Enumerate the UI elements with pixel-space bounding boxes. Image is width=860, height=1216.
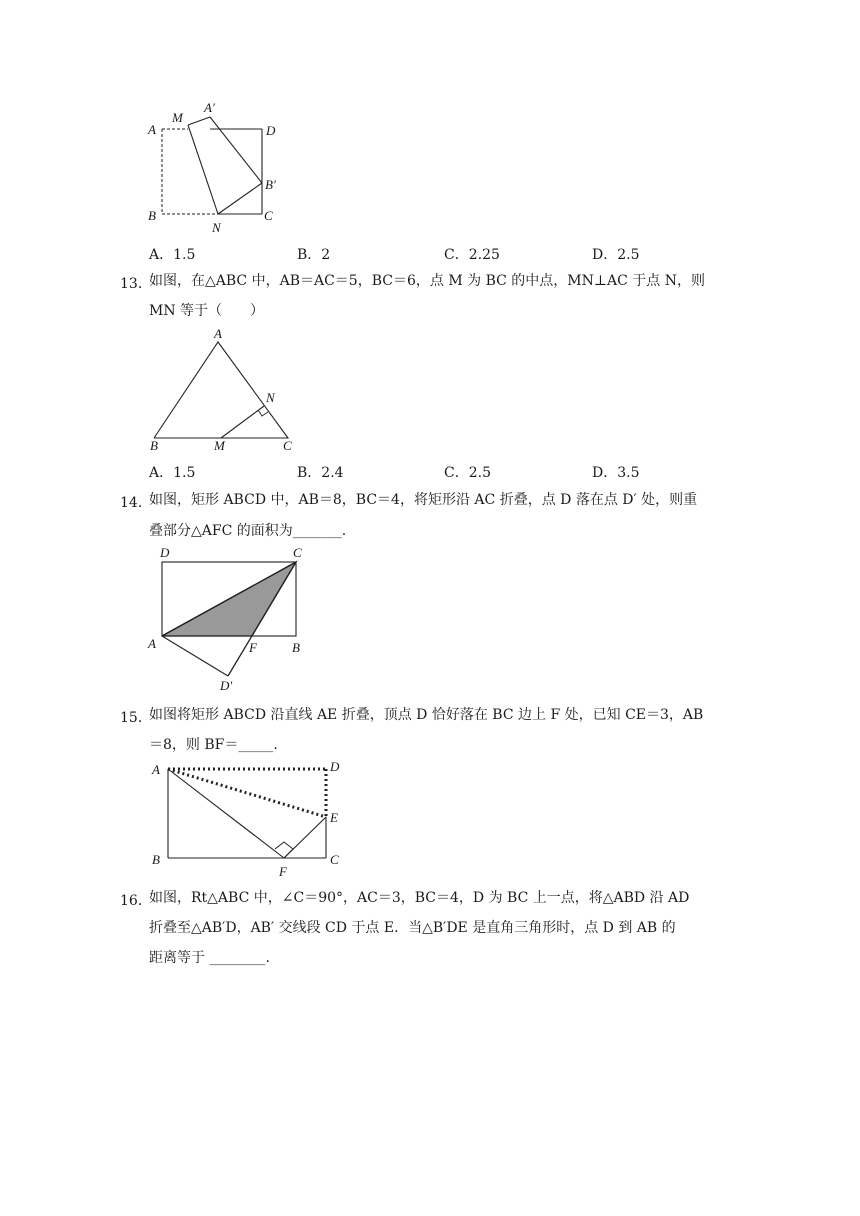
q13-option-d: D．3.5: [592, 465, 640, 481]
q15-label-e: E: [330, 810, 338, 825]
q14-number: 14．: [120, 495, 152, 511]
q13-option-a: A．1.5: [149, 465, 196, 481]
q12-option-d: D．2.5: [592, 247, 640, 263]
q13-label-m: M: [214, 438, 225, 453]
q15-text-line2: ＝8，则 BF＝_____.: [149, 737, 278, 753]
q13-label-b: B: [150, 438, 158, 453]
q14-label-b: B: [292, 640, 300, 655]
q12-label-a-prime: A′: [204, 100, 215, 115]
q14-label-d-prime: D′: [220, 678, 233, 693]
q16-number: 16．: [120, 893, 152, 909]
q13-label-a: A: [214, 326, 222, 341]
q13-option-b: B．2.4: [297, 465, 344, 481]
q15-number: 15．: [120, 710, 152, 726]
q12-label-d: D: [266, 123, 276, 138]
q15-label-b: B: [152, 852, 160, 867]
q13-number: 13．: [120, 276, 152, 292]
q13-figure: [140, 326, 310, 456]
q12-label-b-prime: B′: [265, 177, 276, 192]
q12-label-m: M: [172, 110, 183, 125]
q13-text-line1: 如图，在△ABC 中，AB＝AC＝5，BC＝6，点 M 为 BC 的中点，MN⊥AC 于点 N，则: [149, 273, 705, 289]
q13-option-c: C．2.5: [444, 465, 491, 481]
q15-label-a: A: [152, 762, 160, 777]
q14-label-a: A: [148, 636, 156, 651]
q15-label-f: F: [279, 864, 287, 879]
q16-text-line3: 距离等于 ________.: [149, 950, 270, 966]
q12-option-b: B．2: [297, 247, 331, 263]
q14-label-d: D: [160, 545, 170, 560]
q12-label-c: C: [264, 208, 273, 223]
q13-label-n: N: [266, 390, 275, 405]
q12-option-a: A．1.5: [149, 247, 196, 263]
q13-label-c: C: [283, 438, 292, 453]
q12-label-b: B: [148, 208, 156, 223]
q14-label-f: F: [249, 640, 257, 655]
q15-text-line1: 如图将矩形 ABCD 沿直线 AE 折叠，顶点 D 恰好落在 BC 边上 F 处，已知 CE＝3，AB: [149, 707, 704, 723]
q12-label-n: N: [212, 220, 221, 235]
q12-label-a: A: [148, 122, 156, 137]
q15-figure: [140, 754, 360, 882]
q14-text-line2: 叠部分△AFC 的面积为_______.: [149, 523, 347, 539]
q16-text-line1: 如图，Rt△ABC 中，∠C＝90°，AC＝3，BC＝4，D 为 BC 上一点，将△ABD 沿 AD: [149, 890, 690, 906]
q12-option-c: C．2.25: [444, 247, 500, 263]
q14-text-line1: 如图，矩形 ABCD 中，AB＝8，BC＝4，将矩形沿 AC 折叠，点 D 落在点 D′ 处，则重: [149, 492, 698, 508]
q15-label-d: D: [330, 759, 340, 774]
q15-label-c: C: [330, 852, 339, 867]
q12-figure: [140, 98, 300, 238]
q14-figure: [140, 544, 320, 694]
q16-text-line2: 折叠至△AB′D，AB′ 交线段 CD 于点 E．当△B′DE 是直角三角形时，点 D 到 AB 的: [149, 920, 676, 936]
q13-text-line2: MN 等于（ ）: [149, 303, 265, 319]
q14-label-c: C: [293, 545, 302, 560]
